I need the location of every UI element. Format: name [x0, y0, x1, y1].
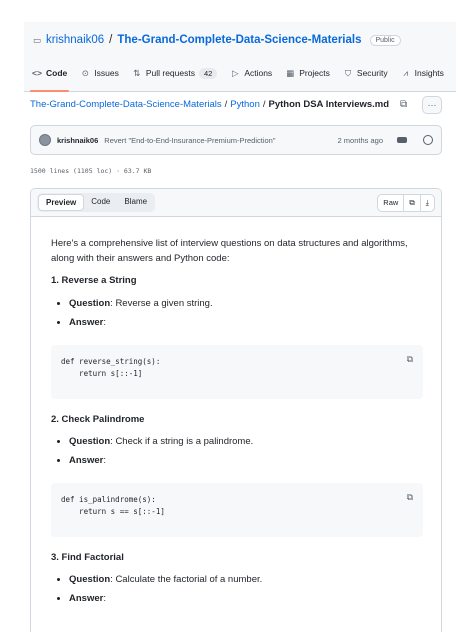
file-toolbar — [31, 189, 441, 217]
question-text: : Reverse a given string. — [110, 298, 213, 310]
section-heading: 2. Check Palindrome — [51, 413, 145, 425]
breadcrumb-separator: / — [262, 99, 266, 110]
pull-request-icon: ⇅ — [133, 67, 141, 78]
tab-label: Security — [356, 68, 388, 78]
answer-label: Answer — [69, 455, 104, 467]
code-line: def is_palindrome(s): — [61, 494, 156, 504]
download-icon[interactable]: ⤓ — [425, 197, 429, 207]
tab-insights[interactable] — [401, 64, 444, 82]
repo-owner-link[interactable]: krishnaik06 — [46, 34, 105, 46]
commit-details-button[interactable] — [397, 137, 407, 143]
tab-label: Pull requests — [145, 68, 195, 78]
repo-name-link[interactable]: The-Grand-Complete-Data-Science-Materials — [117, 34, 362, 46]
copy-icon[interactable]: ⧉ — [406, 354, 413, 365]
list-item — [69, 297, 423, 312]
blame-button[interactable]: Blame — [124, 197, 148, 206]
tab-label: Issues — [94, 68, 119, 78]
breadcrumb-folder-link[interactable]: Python — [230, 99, 260, 110]
copy-icon[interactable]: ⧉ — [404, 195, 420, 211]
question-text: : Check if a string is a palindrome. — [110, 436, 254, 448]
file-meta: 1500 lines (1105 loc) · 63.7 KB — [30, 167, 152, 175]
tab-label: Actions — [244, 68, 273, 78]
tab-issues[interactable] — [80, 64, 119, 82]
copy-icon[interactable]: ⧉ — [406, 492, 413, 503]
commit-time: 2 months ago — [337, 135, 383, 145]
repo-icon: ▭ — [32, 34, 42, 45]
section-list — [69, 297, 423, 330]
table-icon: ▦ — [286, 67, 295, 78]
code-line: def reverse_string(s): — [61, 356, 161, 366]
graph-icon: ⩘ — [403, 67, 409, 78]
repo-header — [24, 22, 456, 92]
repo-tabs — [32, 64, 444, 82]
code-block — [51, 483, 423, 537]
section-heading: 3. Find Factorial — [51, 551, 124, 563]
code-line: return s[::-1] — [61, 368, 143, 378]
breadcrumb-root-link[interactable]: The-Grand-Complete-Data-Science-Materials — [30, 99, 222, 110]
code-icon: <> — [32, 68, 42, 78]
history-icon[interactable] — [423, 135, 433, 145]
more-options-button[interactable] — [422, 96, 442, 114]
list-item — [69, 573, 423, 588]
commit-author[interactable]: krishnaik06 — [57, 135, 99, 145]
view-mode-switch — [37, 193, 155, 212]
preview-button[interactable]: Preview — [38, 194, 84, 211]
question-label: Question — [69, 436, 111, 448]
tab-label: Code — [46, 68, 68, 78]
list-item — [69, 592, 423, 607]
copy-icon[interactable]: ⧉ — [400, 99, 408, 110]
question-label: Question — [69, 298, 111, 310]
raw-button[interactable]: Raw — [378, 195, 404, 211]
question-text: : Calculate the factorial of a number. — [110, 574, 263, 586]
code-view-button[interactable]: Code — [91, 197, 111, 206]
tab-label: Insights — [414, 68, 444, 78]
kebab-horizontal-icon: ··· — [427, 100, 437, 110]
latest-commit-bar — [30, 125, 442, 155]
file-actions — [377, 194, 435, 212]
code-line: return s == s[::-1] — [61, 506, 165, 516]
answer-label: Answer — [69, 316, 104, 328]
breadcrumb — [30, 99, 407, 110]
code-block — [51, 345, 423, 399]
breadcrumb-file: Python DSA Interviews.md — [268, 99, 390, 110]
visibility-badge: Public — [370, 35, 401, 46]
list-item — [69, 435, 423, 450]
file-viewer — [30, 188, 442, 632]
commit-message[interactable]: Revert "End-to-End-Insurance-Premium-Prediction" — [104, 135, 276, 145]
answer-suffix: : — [103, 316, 106, 328]
section-list — [69, 435, 423, 468]
tab-actions[interactable] — [230, 64, 272, 82]
pull-request-count: 42 — [199, 68, 217, 79]
breadcrumb-separator: / — [224, 99, 228, 110]
answer-suffix: : — [103, 455, 106, 467]
issue-icon: ⊙ — [81, 67, 89, 78]
section-list — [69, 573, 423, 606]
markdown-body — [51, 237, 423, 615]
answer-suffix: : — [103, 593, 106, 605]
intro-paragraph: Here's a comprehensive list of interview questions on data structures and algorithms, along with their answers and Python code: — [51, 238, 408, 264]
tab-projects[interactable] — [285, 64, 330, 82]
list-item — [69, 316, 423, 331]
shield-icon: ⛉ — [344, 67, 352, 78]
repo-title — [32, 34, 401, 46]
list-item — [69, 454, 423, 469]
answer-label: Answer — [69, 593, 104, 605]
section-heading: 1. Reverse a String — [51, 275, 137, 287]
avatar[interactable] — [39, 134, 51, 146]
tab-security[interactable] — [343, 64, 388, 82]
tab-pull-requests[interactable] — [132, 64, 217, 82]
repo-separator: / — [109, 34, 113, 46]
tab-code[interactable] — [32, 64, 67, 82]
tab-label: Projects — [299, 68, 330, 78]
question-label: Question — [69, 574, 111, 586]
play-icon: ▷ — [232, 67, 239, 78]
